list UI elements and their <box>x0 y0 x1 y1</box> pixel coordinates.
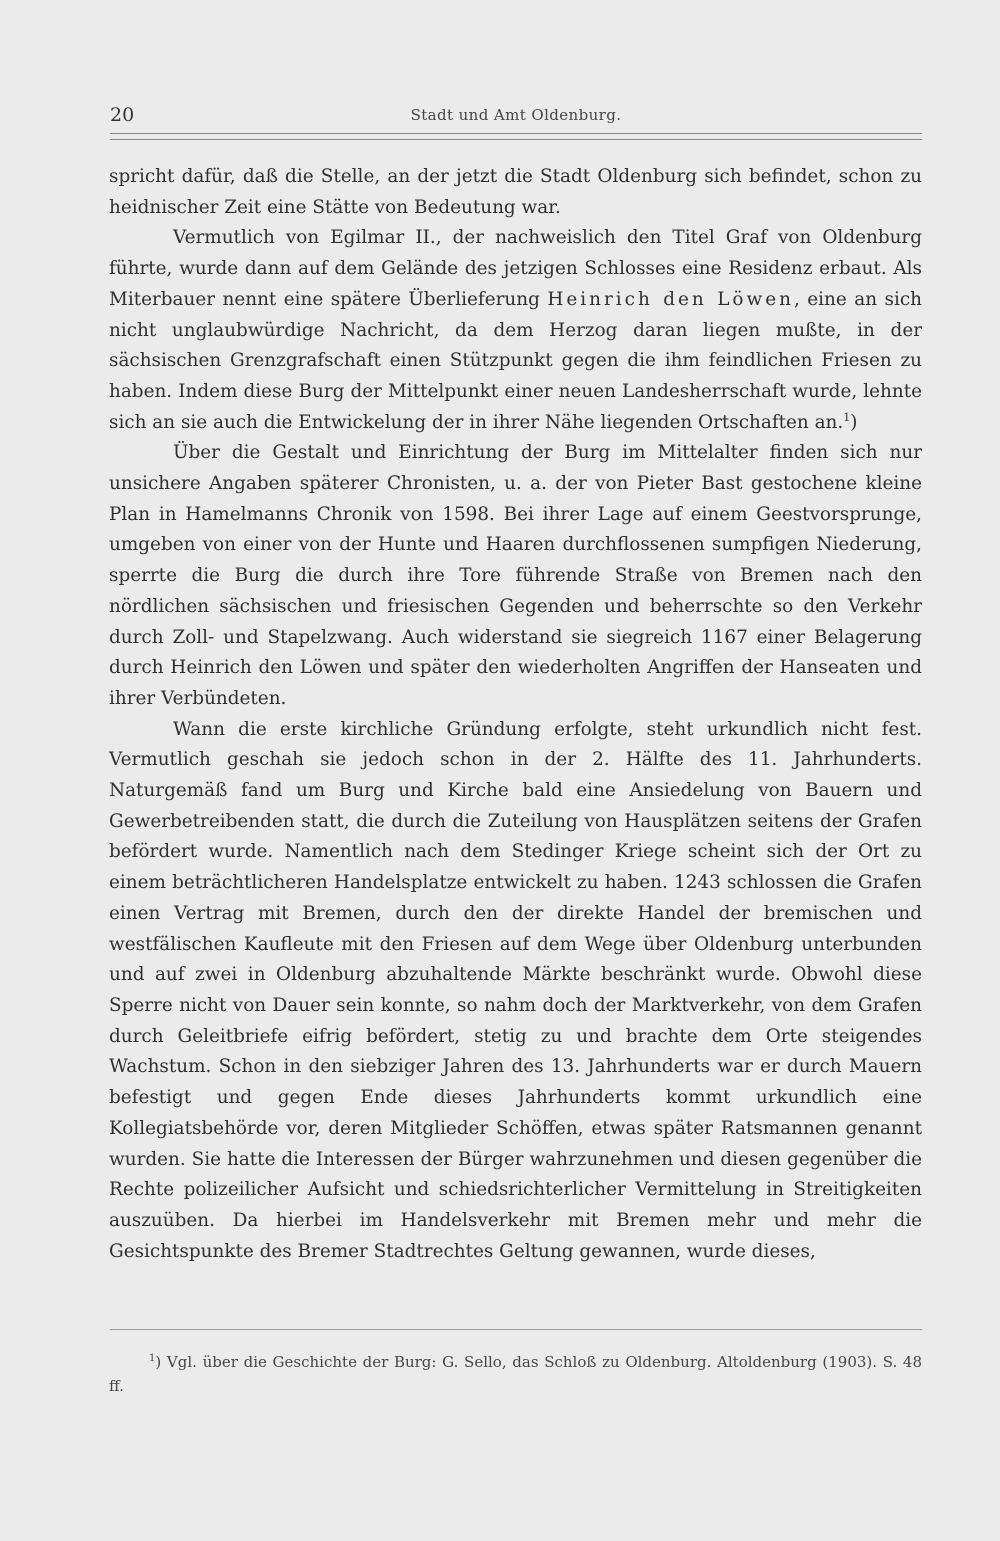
footnote-marker: 1 <box>149 1353 156 1364</box>
paragraph-3: Über die Gestalt und Einrichtung der Burg im Mittelalter finden sich nur unsichere Angaben späterer Chronisten, u. a. der von Pieter Bast gestochene kleine Plan in Hamelmanns Chronik von 1598. Bei ihrer Lage auf einem Geestvorsprunge, umgeben von einer von der Hunte und Haaren durchflossenen sumpfigen Niederung, sperrte die Burg die durch ihre Tore führende Straße von Bremen nach den nördlichen sächsischen und friesischen Gegenden und beherrschte so den Verkehr durch Zoll- und Stapelzwang. Auch widerstand sie siegreich 1167 einer Belagerung durch Heinrich den Löwen und später den wiederholten Angriffen der Hanseaten und ihrer Verbündeten. <box>109 442 922 709</box>
footnote <box>109 1350 922 1398</box>
running-title: Stadt und Amt Oldenburg. <box>410 106 622 124</box>
footnote-text: Vgl. über die Geschichte der Burg: G. Sello, das Schloß zu Oldenburg. Altoldenburg (1903). S. 48 ff. <box>109 1353 922 1395</box>
footnote-reference: 1 <box>843 410 851 424</box>
paragraph-1: spricht dafür, daß die Stelle, an der jetzt die Stadt Oldenburg sich befindet, schon zu heidnischer Zeit eine Stätte von Bedeutung war. <box>109 166 922 218</box>
spaced-name-heinrich: Heinrich den Löwen <box>547 288 794 310</box>
page-header <box>110 104 922 134</box>
main-text <box>109 162 922 1267</box>
paragraph-4: Wann die erste kirchliche Gründung erfolgte, steht urkundlich nicht fest. Vermutlich geschah sie jedoch schon in der 2. Hälfte des 11. Jahrhunderts. Naturgemäß fand um Burg und Kirche bald eine Ansiedelung von Bauern und Gewerbetreibenden statt, die durch die Zuteilung von Hausplätzen seitens der Grafen befördert wurde. Namentlich nach dem Stedinger Kriege scheint sich der Ort zu einem beträchtlicheren Handelsplatze entwickelt zu haben. 1243 schlossen die Grafen einen Vertrag mit Bremen, durch den der direkte Handel der bremischen und westfälischen Kaufleute mit den Friesen auf dem Wege über Oldenburg unterbunden und auf zwei in Oldenburg abzuhaltende Märkte beschränkt wurde. Obwohl diese Sperre nicht von Dauer sein konnte, so nahm doch der Marktverkehr, von dem Grafen durch Geleitbriefe eifrig befördert, stetig zu und brachte dem Orte steigendes Wachstum. Schon in den siebziger Jahren des 13. Jahrhunderts war er durch Mauern befestigt und gegen Ende dieses Jahrhunderts kommt urkundlich eine Kollegiatsbehörde vor, deren Mitglieder Schöffen, etwas später Ratsmannen genannt wurden. Sie hatte die Interessen der Bürger wahrzunehmen und diesen gegenüber die Rechte polizeilicher Aufsicht und schiedsrichterlicher Vermittelung in Streitigkeiten auszuüben. Da hierbei im Handelsverkehr mit Bremen mehr und mehr die Gesichtspunkte des Bremer Stadtrechtes Geltung gewannen, wurde dieses, <box>109 718 922 1262</box>
footnote-marker-paren: ) <box>155 1353 162 1371</box>
footnote-reference-paren: ) <box>850 411 858 433</box>
header-double-rule <box>110 133 922 140</box>
page-number: 20 <box>110 104 135 126</box>
paragraph-2 <box>109 223 922 438</box>
paragraph-2-part-2: , eine an sich nicht unglaubwürdige Nachricht, da dem Herzog daran liegen mußte, in der sächsischen Grenzgrafschaft einen Stützpunkt gegen die ihm feindlichen Friesen zu haben. Indem diese Burg der Mittelpunkt einer neuen Landesherrschaft wurde, lehnte sich an sie auch die Entwickelung der in ihrer Nähe liegenden Ortschaften an. <box>109 288 922 433</box>
paragraph-2-part-1: Vermutlich von Egilmar II., der nachweislich den Titel Graf von Oldenburg führte, wurde dann auf dem Gelände des jetzigen Schlosses eine Residenz erbaut. Als Miterbauer nennt eine spätere Überlieferung <box>109 227 922 310</box>
footnote-rule <box>110 1329 922 1330</box>
